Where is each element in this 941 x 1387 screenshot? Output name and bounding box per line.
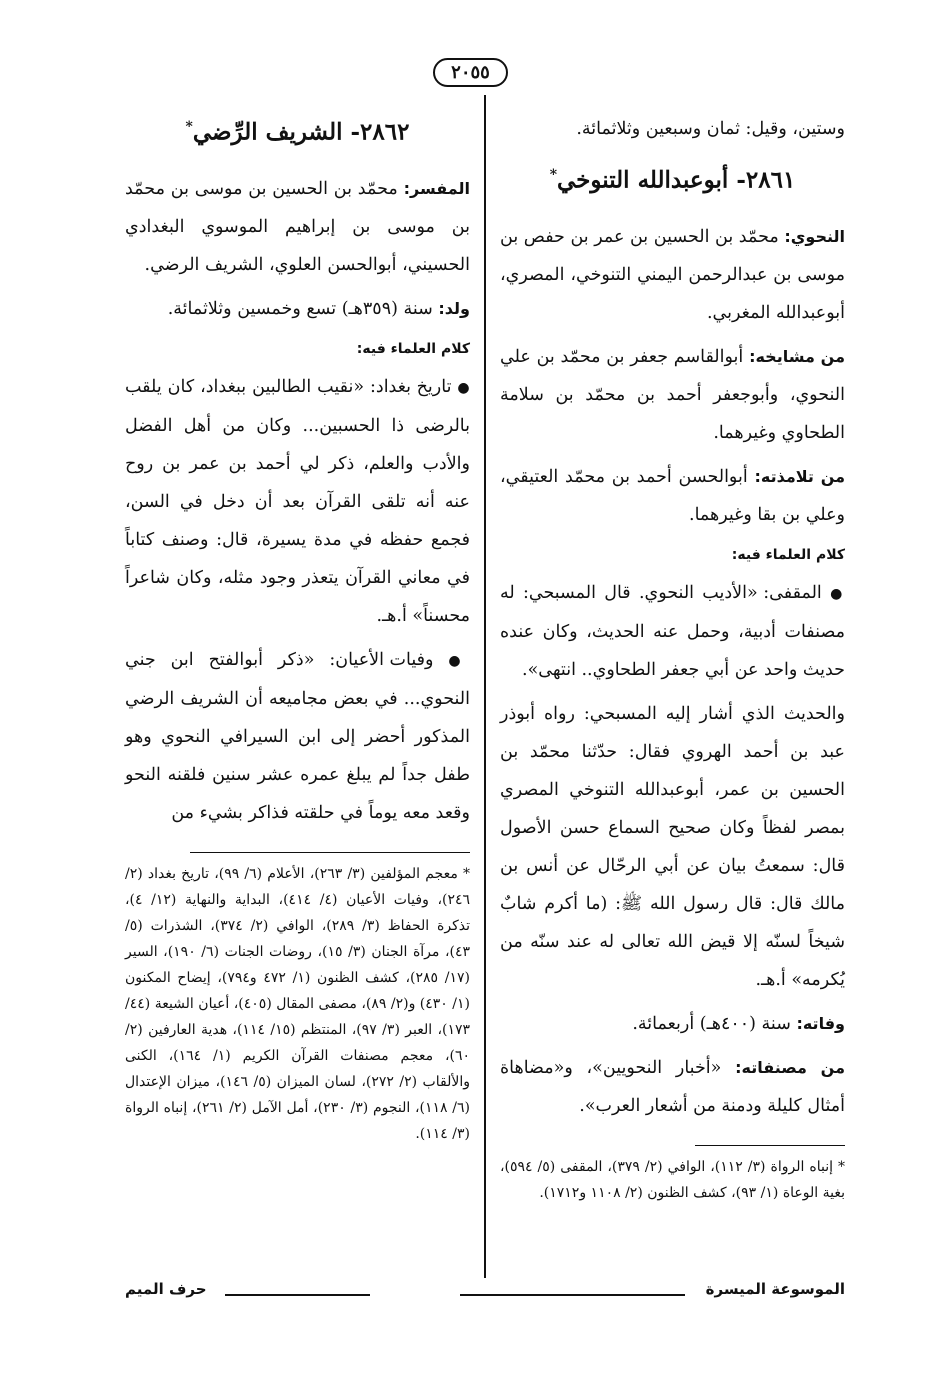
bullet-icon: ● (830, 585, 845, 602)
footnote-marker: * (185, 119, 193, 135)
footnote-rule (695, 1145, 845, 1146)
entry-title: ٢٨٦١- أبوعبدالله التنوخي (557, 166, 796, 194)
name-label: النحوي: (784, 226, 845, 246)
entry-heading-2861 (500, 158, 845, 198)
name-text: محمّد بن الحسين بن عمر بن حفص بن موسى بن عبدالرحمن اليمني التنوخي، المصري، أبوعبدالله المغربي. (500, 226, 845, 323)
page-footer (125, 1280, 845, 1306)
death-paragraph (500, 1005, 845, 1043)
bullet-icon: ● (448, 652, 470, 669)
works-text: «أخبار النحويين»، و«مضاهاة أمثال كليلة ودمنة من أشعار العرب». (500, 1057, 845, 1116)
works-label: من مصنفاته: (735, 1057, 845, 1077)
footer-rule (460, 1294, 685, 1296)
scholar-quote (125, 368, 470, 635)
death-label: وفاته: (796, 1013, 845, 1033)
footnote: * معجم المؤلفين (٣/ ٢٦٣)، الأعلام (٦/ ٩٩)، تاريخ بغداد (٢/ ٢٤٦)، وفيات الأعيان (٤/ ٤١٤)، البداية والنهاية (١٢/ ٤)، تذكرة الحفاظ (٣/ ٢٨٩)، الوافي (٢/ ٣٧٤)، الشذرات (٥/ ٤٣)، مرآة الجنان (٣/ ١٥)، روضات الجنات (٦/ ١٩٠)، السير (١٧/ ٢٨٥)، كشف الظنون (١/ ٤٧٢ و٧٩٤)، إيضاح المكنون (١/ ٤٣٠) و(٢/ ٨٩)، مصفى المقال (٤٠٥)، أعيان الشيعة (٤٤/ ١٧٣)، العبر (٣/ ٩٧)، المنتظم (١٥/ ١١٤)، هدية العارفين (٢/ ٦٠)، معجم مصنفات القرآن الكريم (١/ ١٦٤)، الكنى والألقاب (٢/ ٢٧٢)، لسان الميزان (٥/ ١٤٦)، ميزان الإعتدال (٦/ ١١٨)، النجوم (٣/ ٢٣٠)، أمل الآمل (٢/ ٢٦١)، إنباه الرواة (٣/ ١١٤). (125, 865, 471, 1142)
footnote-marker: * (549, 167, 558, 183)
quote-text: المقفى: «الأديب النحوي. قال المسبحي: له مصنفات أدبية، وحمل عنه الحديث، وكان عنده حديث واحد عن أبي جعفر الطحاوي.. انتهى». (500, 582, 845, 680)
continuation-text: وستين، وقيل: ثمان وسبعين وثلاثمائة. (576, 119, 845, 139)
footer-section: حرف الميم (125, 1280, 207, 1298)
page-number-ornament (0, 58, 941, 92)
birth-paragraph (125, 290, 470, 328)
birth-label: ولد: (438, 298, 470, 318)
teachers-paragraph (500, 338, 845, 452)
left-column (125, 110, 470, 1147)
students-paragraph (500, 458, 845, 534)
name-label: المفسر: (403, 178, 470, 198)
quote-text: وفيات الأعيان: «ذكر أبوالفتح ابن جني النحوي... في بعض مجاميعه أن الشريف الرضي المذكور أحضر إلى ابن السيرافي النحوي وهو طفل جداً لم يبلغ عمره عشر سنين فلقنه النحو وقعد معه يوماً في حلقته فذاكر بشيء من (125, 649, 470, 823)
footer-rule (225, 1294, 370, 1296)
hadith-paragraph: والحديث الذي أشار إليه المسبحي: رواه أبوذر عبد بن أحمد الهروي فقال: حدّثنا محمّد بن الحسين بن عمر، أبوعبدالله التنوخي المصري بمصر لفظاً وكان صحيح السماع حسن الأصول قال: سمعتُ بيان عن أبي الرحّال عن أنس بن مالك قال: قال رسول الله ﷺ: (ما أكرم شابٌ شيخاً لسنّه إلا قيض الله تعالى له عند سنّه من يُكرمه» أ.هـ. (500, 703, 845, 990)
scholar-quote (125, 641, 470, 832)
name-paragraph (500, 218, 845, 332)
students-label: من تلامذته: (754, 466, 845, 486)
students-text: أبوالحسن أحمد بن محمّد العتيقي، وعلي بن بقا وغيرهما. (500, 466, 845, 525)
death-text: سنة (٤٠٠هـ) أربعمائة. (632, 1013, 791, 1034)
right-column (500, 110, 845, 1206)
scholar-quote (500, 574, 845, 689)
name-text: محمّد بن الحسين بن موسى بن محمّد بن موسى بن إبراهيم الموسوي البغدادي الحسيني، أبوالحسن العلوي، الشريف الرضي. (125, 178, 470, 275)
page-number: ٢٠٥٥ (433, 58, 508, 87)
name-paragraph (125, 170, 470, 284)
footer-book-title: الموسوعة الميسرة (705, 1280, 845, 1298)
works-paragraph (500, 1049, 845, 1125)
quote-text: تاريخ بغداد: «نقيب الطالبين ببغداد، كان يلقب بالرضى ذا الحسبين... وكان من أهل الفضل والأدب والعلم، ذكر لي أحمد بن عمر بن روح عنه أنه تلقى القرآن بعد أن دخل في السن، فجمع حفظه في مدة يسيرة، قال: وصنف كتاباً في معاني القرآن يتعذر وجود مثله، وكان شاعراً محسناً» أ.هـ. (125, 376, 470, 626)
birth-text: سنة (٣٥٩هـ) تسع وخمسين وثلاثمائة. (167, 298, 433, 319)
column-divider (484, 95, 486, 1278)
teachers-text: أبوالقاسم جعفر بن محمّد بن علي النحوي، وأبوجعفر أحمد بن محمّد بن سلامة الطحاوي وغيرهما. (500, 346, 845, 443)
footnote: * إنباه الرواة (٣/ ١١٢)، الوافي (٢/ ٣٧٩)، المقفى (٥/ ٥٩٤)، بغية الوعاة (١/ ٩٣)، كشف الظنون (٢/ ١١٠٨ و١٧١٢). (500, 1158, 845, 1201)
teachers-label: من مشايخه: (749, 346, 845, 366)
bullet-icon: ● (457, 379, 470, 396)
footnote-rule (190, 852, 470, 853)
scholars-section-label: كلام العلماء فيه: (731, 546, 845, 563)
entry-title: ٢٨٦٢- الشريف الرِّضي (192, 118, 410, 146)
entry-heading-2862 (125, 110, 470, 150)
scholars-section-label: كلام العلماء فيه: (356, 340, 470, 357)
